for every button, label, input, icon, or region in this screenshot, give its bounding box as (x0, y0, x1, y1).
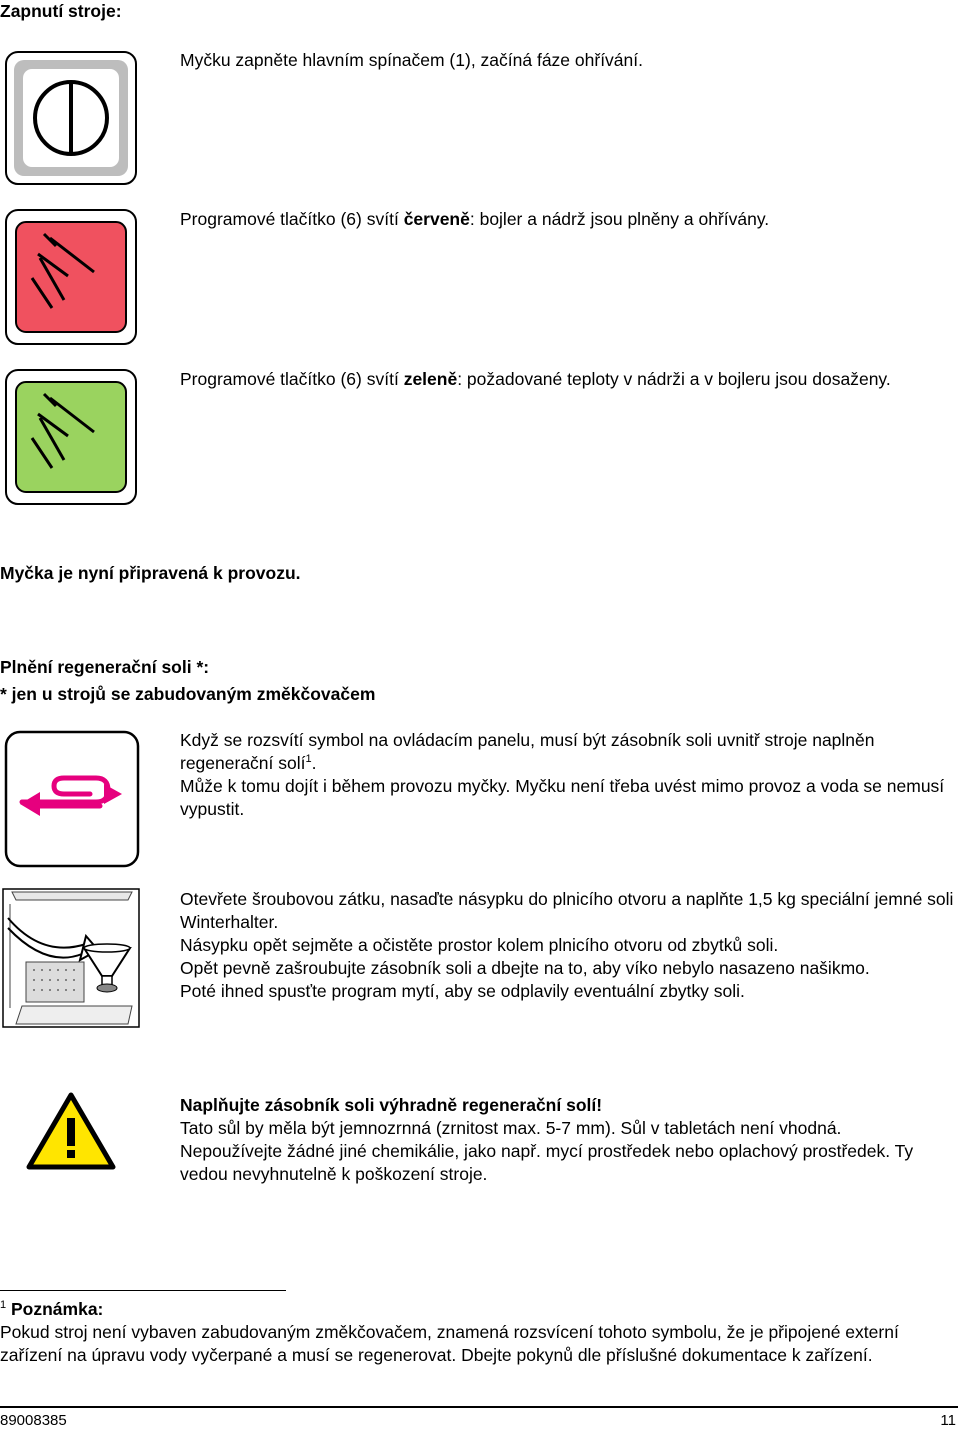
salt-symbol-text: Když se rozsvítí symbol na ovládacím panelu, musí být zásobník soli uvnitř stroje naplněn regenerační solí$^1$. Může k tomu dojít i během provozu myčky. Myčku není třeba uvést mimo provoz a voda se nemusí vypustit. (180, 730, 945, 819)
section-subheading-salt: * jen u strojů se zabudovaným změkčovačem (0, 684, 376, 704)
footnote-marker: 1 (0, 1299, 7, 1312)
power-on-step2: Programové tlačítko (6) svítí červeně: bojler a nádrž jsou plněny a ohřívány. (180, 209, 770, 229)
machine-ready-text: Myčka je nyní připravená k provozu. (0, 563, 301, 583)
power-switch-icon (4, 50, 138, 186)
section-heading-salt: Plnění regenerační soli *: (0, 657, 210, 677)
program-button-red-icon (4, 208, 138, 346)
section-heading-power-on: Zapnutí stroje: (0, 1, 122, 21)
salt-fill-instructions: Otevřete šroubovou zátku, nasaďte násypku do plnicího otvoru a naplňte 1,5 kg speciální jemné soli Winterhalter. Násypku opět sejměte a očistěte prostor kolem plnicího otvoru od zbytků soli. Opět pevně zašroubujte zásobník soli a dbejte na to, aby víko nebylo nasazeno našikmo. Poté ihned spusťte program mytí, aby se odplavily eventuální zbytky soli. (180, 889, 954, 1001)
power-on-step3: Programové tlačítko (6) svítí zeleně: požadované teploty v nádrži a v bojleru jsou dosaženy. (180, 369, 891, 389)
salt-funnel-illustration (2, 888, 140, 1028)
warning-text: Naplňujte zásobník soli výhradně regenerační solí! Tato sůl by měla být jemnozrnná (zrnitost max. 5-7 mm). Sůl v tabletách není vhodná. Nepoužívejte žádné jiné chemikálie, jako např. mycí prostředek nebo oplachový prostředek. Ty vedou nevyhnutelně k poškození stroje. (180, 1095, 914, 1184)
footer-rule (0, 1406, 958, 1408)
program-button-green-icon (4, 368, 138, 506)
power-on-step1: Myčku zapněte hlavním spínačem (1), začíná fáze ohřívání. (180, 50, 643, 70)
salt-symbol-icon (4, 730, 140, 868)
footnote-text: Pokud stroj není vybaven zabudovaným změkčovačem, znamená rozsvícení tohoto symbolu, že je připojené externí zařízení na úpravu vody vyčerpané a musí se regenerovat. Dbejte pokynů dle příslušné dokumentace k zařízení. (0, 1322, 899, 1365)
footnote (0, 1298, 958, 1367)
page-number: 11 (940, 1412, 956, 1429)
footnote-title: Poznámka: (11, 1299, 104, 1319)
document-number: 89008385 (0, 1412, 67, 1429)
footnote-separator (0, 1290, 286, 1291)
warning-triangle-icon (26, 1092, 116, 1170)
